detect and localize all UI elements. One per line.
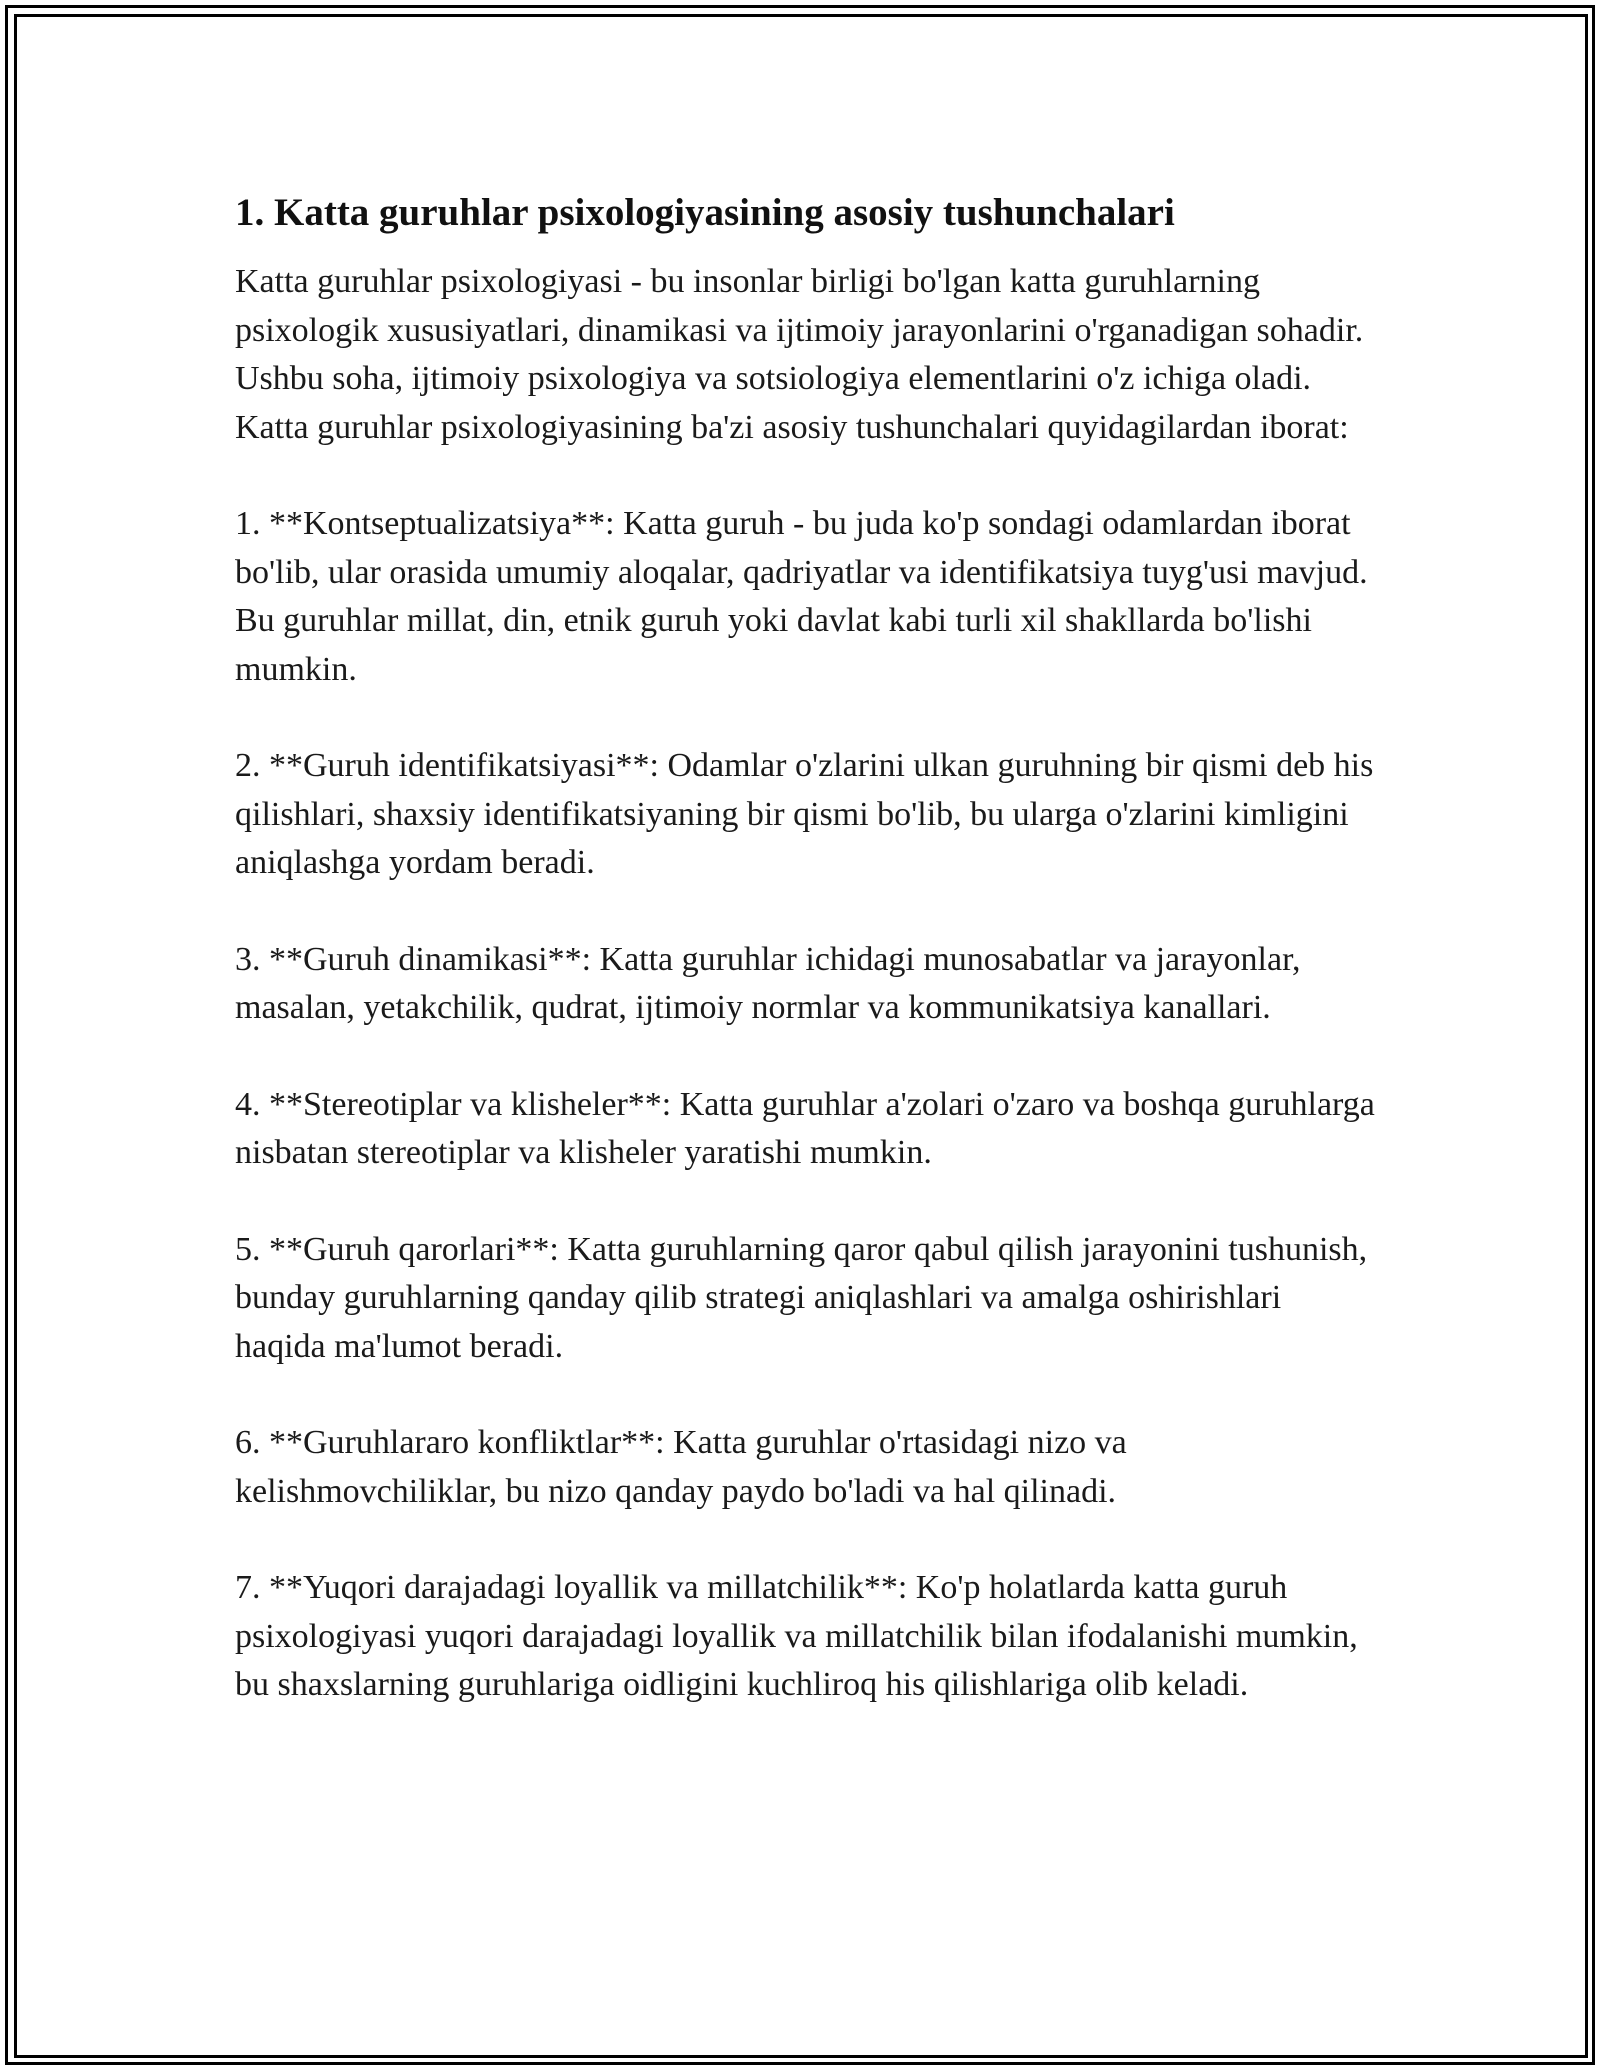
list-item-3: 3. **Guruh dinamikasi**: Katta guruhlar ichidagi munosabatlar va jarayonlar, masalan, yetakchilik, qudrat, ijtimoiy normlar va kommunikatsiya kanallari. bbox=[235, 940, 1301, 1026]
page-title: 1. Katta guruhlar psixologiyasining asosiy tushunchalari bbox=[235, 191, 1175, 234]
intro-paragraph: Katta guruhlar psixologiyasi - bu insonlar birligi bo'lgan katta guruhlarning psixologik xususiyatlari, dinamikasi va ijtimoiy jarayonlarini o'rganadigan sohadir. Ushbu soha, ijtimoiy psixologiya va sotsiologiya elementlarini o'z ichiga oladi. Katta guruhlar psixologiyasining ba'zi asosiy tushunchalari quyidagilardan iborat: bbox=[235, 263, 1364, 446]
list-item-4: 4. **Stereotiplar va klisheler**: Katta guruhlar a'zolari o'zaro va boshqa guruhlarga nisbatan stereotiplar va klisheler yaratishi mumkin. bbox=[235, 1085, 1375, 1171]
document-body bbox=[235, 188, 1375, 1758]
list-item-6: 6. **Guruhlararo konfliktlar**: Katta guruhlar o'rtasidagi nizo va kelishmovchiliklar, bu nizo qanday paydo bo'ladi va hal qilinadi. bbox=[235, 1424, 1127, 1510]
list-item-7: 7. **Yuqori darajadagi loyallik va millatchilik**: Ko'p holatlarda katta guruh psixologiyasi yuqori darajadagi loyallik va millatchilik bilan ifodalanishi mumkin, bu shaxslarning guruhlariga oidligini kuchliroq his qilishlariga olib keladi. bbox=[235, 1569, 1358, 1703]
list-item-1: 1. **Kontseptualizatsiya**: Katta guruh - bu juda ko'p sondagi odamlardan iborat bo'lib, ular orasida umumiy aloqalar, qadriyatlar va identifikatsiya tuyg'usi mavjud. Bu guruhlar millat, din, etnik guruh yoki davlat kabi turli xil shakllarda bo'lishi mumkin. bbox=[235, 505, 1368, 688]
list-item-2: 2. **Guruh identifikatsiyasi**: Odamlar o'zlarini ulkan guruhning bir qismi deb his qilishlari, shaxsiy identifikatsiyaning bir qismi bo'lib, bu ularga o'zlarini kimligini aniqlashga yordam beradi. bbox=[235, 747, 1374, 881]
list-item-5: 5. **Guruh qarorlari**: Katta guruhlarning qaror qabul qilish jarayonini tushunish, bunday guruhlarning qanday qilib strategi aniqlashlari va amalga oshirishlari haqida ma'lumot beradi. bbox=[235, 1230, 1368, 1365]
